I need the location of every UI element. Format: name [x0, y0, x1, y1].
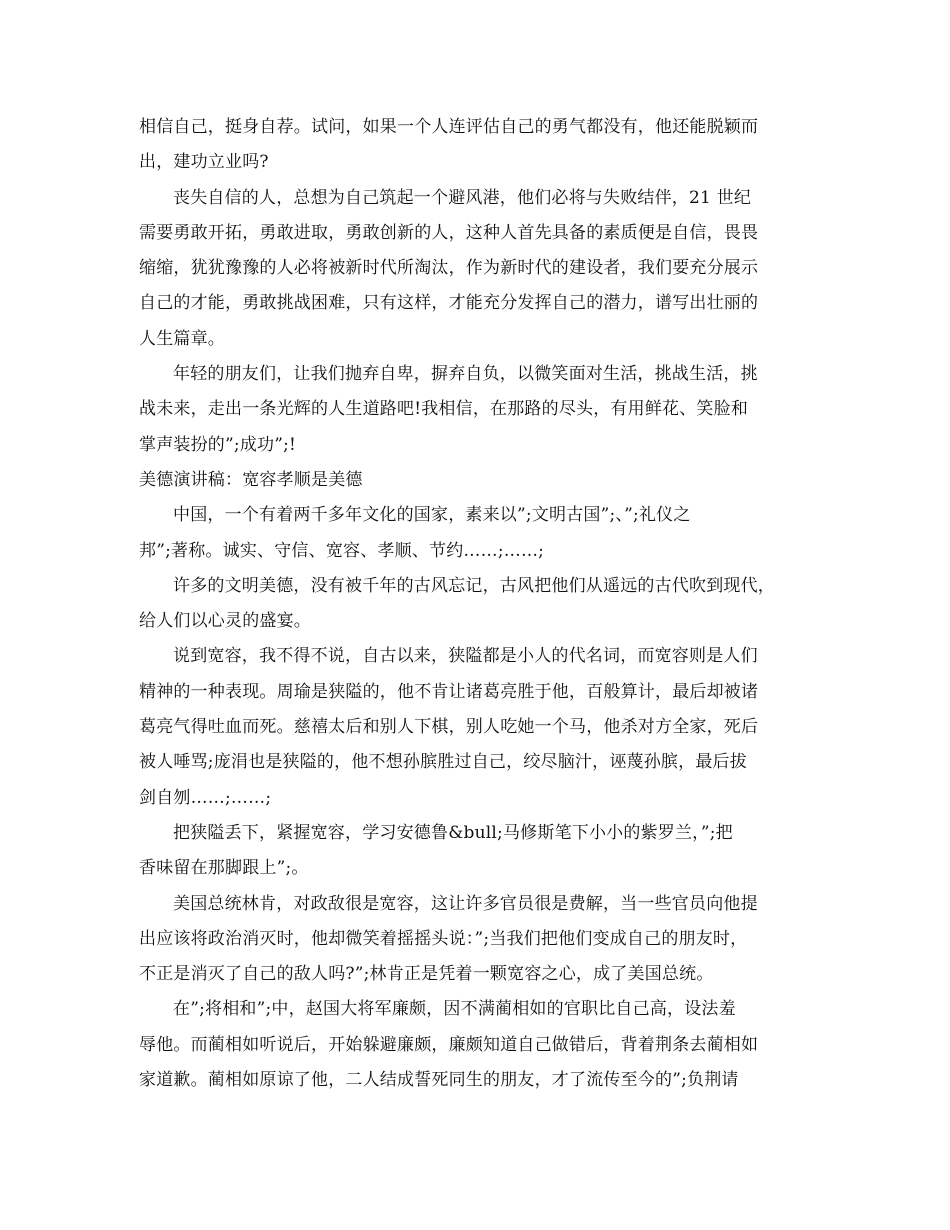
paragraph: 说到宽容，我不得不说，自古以来，狭隘都是小人的代名词，而宽容则是人们 精神的一种表现。周瑜是狭隘的，他不肯让诸葛亮胜于他，百般算计，最后却被诸 葛亮气得吐血而死。慈禧太后和别人下棋，别人吃她一个马，他杀对方全家，死后 被人唾骂;庞涓也是狭隘的，他不想孙膑胜过自己，绞尽脑汁，诬蔑孙膑，最后拔 剑自刎……;……;: [139, 646, 759, 808]
paragraph: 许多的文明美德，没有被千年的古风忘记，古风把他们从遥远的古代吹到现代， 给人们以心灵的盛宴。: [139, 575, 775, 632]
document-body: [139, 110, 819, 1098]
section-heading: 美德演讲稿：宽容孝顺是美德: [139, 469, 363, 490]
paragraph: 美国总统林肯，对政敌很是宽容，这让许多官员很是费解，当一些官员向他提 出应该将政治消灭时，他却微笑着摇摇头说：”;当我们把他们变成自己的朋友时， 不正是消灭了自己的敌人吗?”;林肯正是凭着一颗宽容之心，成了美国总统。: [139, 893, 758, 985]
paragraph: 把狭隘丢下，紧握宽容，学习安德鲁&bull;马修斯笔下小小的紫罗兰，”;把 香味留在那脚跟上”;。: [139, 822, 733, 879]
paragraph: 相信自己，挺身自荐。试问，如果一个人连评估自己的勇气都没有，他还能脱颖而 出，建功立业吗?: [139, 117, 759, 173]
paragraph: 中国，一个有着两千多年文化的国家，素来以”;文明古国”;、”;礼仪之 邦”;著称。诚实、守信、宽容、孝顺、节约……;……;: [139, 505, 691, 561]
paragraph: 在”;将相和”;中，赵国大将军廉颇，因不满蔺相如的官职比自己高，设法羞 辱他。而蔺相如听说后，开始躲避廉颇，廉颇知道自己做错后，背着荆条去蔺相如 家道歉。蔺相如原谅了他，二人结成誓死同生的朋友，才了流传至今的”;负荆请: [139, 999, 759, 1091]
paragraph: 年轻的朋友们，让我们抛弃自卑，摒弃自负，以微笑面对生活，挑战生活，挑 战未来，走出一条光辉的人生道路吧!我相信，在那路的尽头，有用鲜花、笑脸和 掌声装扮的”;成功”;!: [139, 364, 758, 455]
paragraph: 丧失自信的人，总想为自己筑起一个避风港，他们必将与失败结伴，21 世纪 需要勇敢开拓，勇敢进取，勇敢创新的人，这种人首先具备的素质便是自信，畏畏 缩缩，犹犹豫豫的人必将被新时代所淘汰，作为新时代的建设者，我们要充分展示 自己的才能，勇敢挑战困难，只有这样，才能充分发挥自己的潜力，谱写出壮丽的 人生篇章。: [139, 187, 759, 349]
